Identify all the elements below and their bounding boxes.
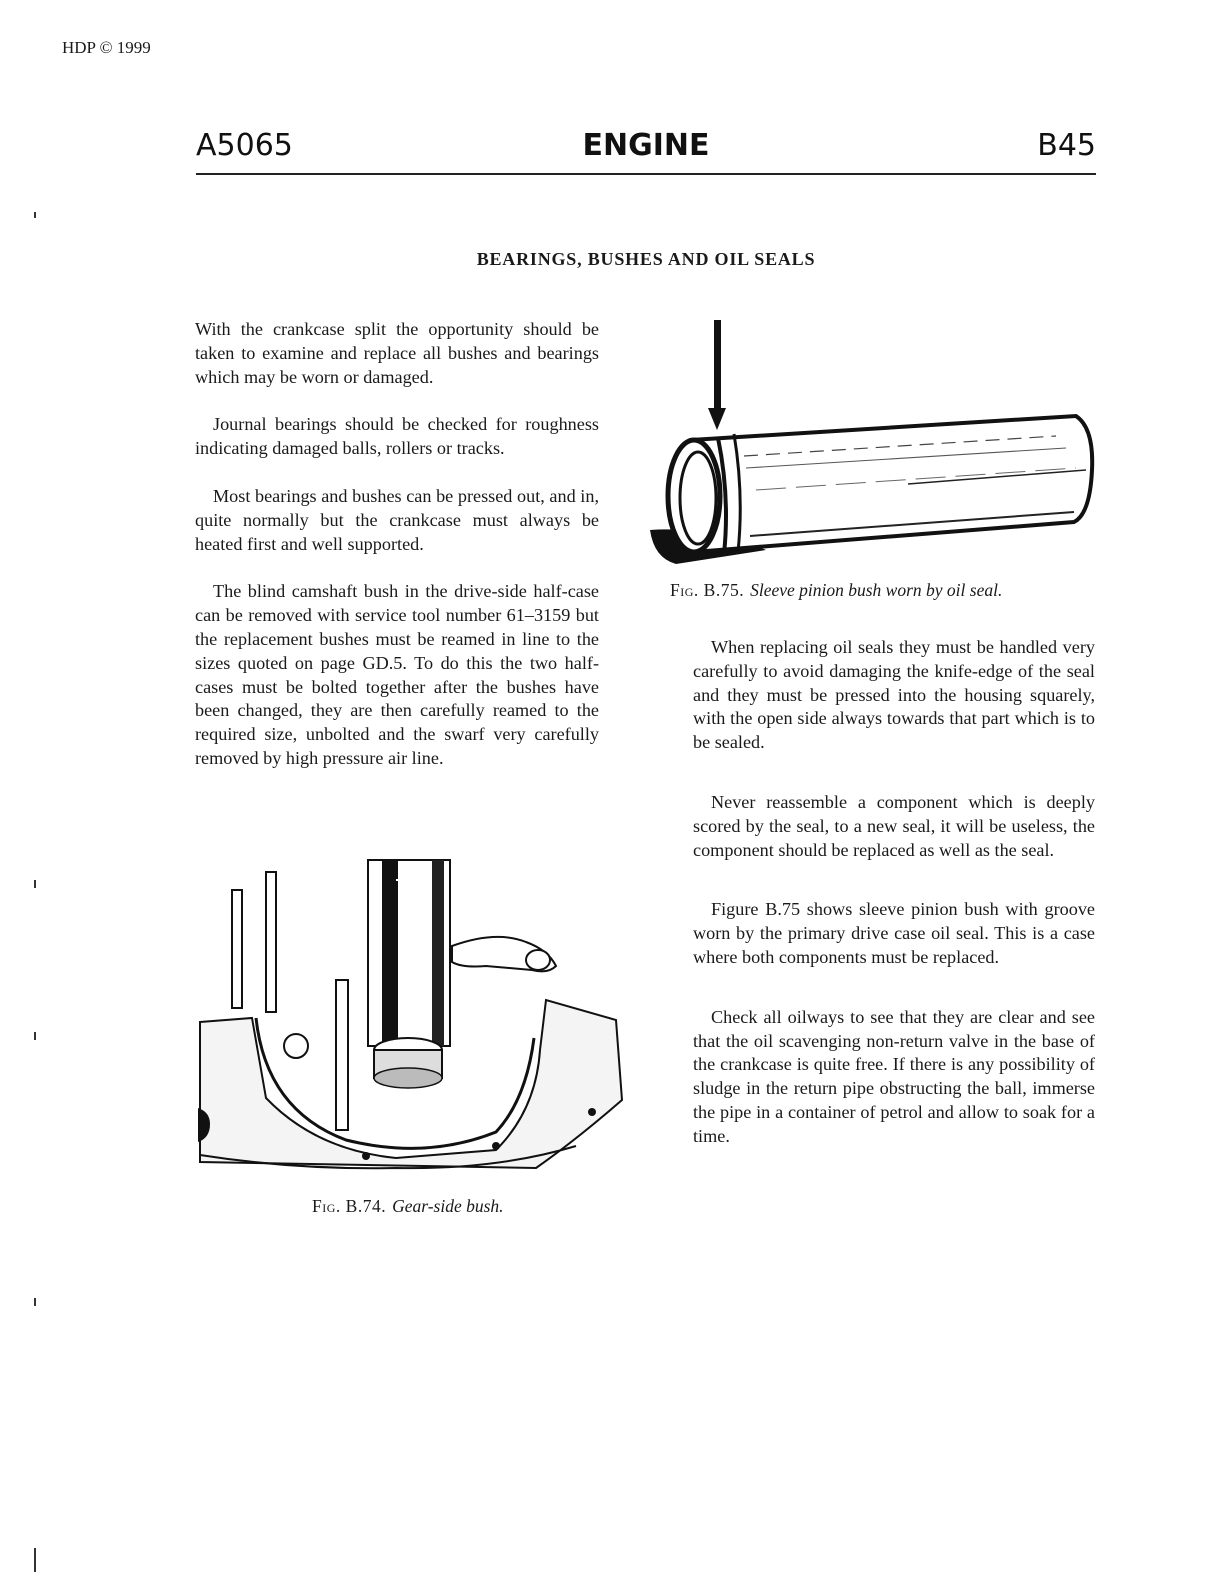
bush-open-end xyxy=(668,440,720,552)
stud xyxy=(232,890,242,1008)
figure-b74-gear-side-bush-illustration xyxy=(196,850,626,1180)
paragraph: Most bearings and bushes can be pressed out, and in, quite normally but the crankcase must always be heated first and well supported. xyxy=(195,485,599,554)
page-title: ENGINE xyxy=(582,128,710,163)
section-heading: BEARINGS, BUSHES AND OIL SEALS xyxy=(476,249,816,269)
figure-b75-caption xyxy=(670,580,1002,601)
left-text-column xyxy=(195,318,599,795)
paragraph: With the crankcase split the opportunity should be taken to examine and replace all bushes and bearings which may be worn or damaged. xyxy=(195,319,599,387)
figure-caption-text: Gear-side bush. xyxy=(392,1196,504,1216)
paragraph: Journal bearings should be checked for roughness indicating damaged balls, rollers or tracks. xyxy=(195,414,599,459)
header-rule xyxy=(196,173,1096,175)
figure-label: Fig. B.75. xyxy=(670,580,745,600)
page-number: B45 xyxy=(1037,128,1096,163)
paragraph: Figure B.75 shows sleeve pinion bush with groove worn by the primary drive case oil seal. This is a case where both components must be replaced. xyxy=(693,899,1095,967)
paragraph: The blind camshaft bush in the drive-side half-case can be removed with service tool number 61–3159 but the replacement bushes must be reamed in line to the sizes quoted on page GD.5. To do this the two half-cases must be bolted together after the bushes have been changed, they are then carefully reamed to the required size, unbolted and the swarf very carefully removed by high pressure air line. xyxy=(195,581,599,768)
figure-caption-text: Sleeve pinion bush worn by oil seal. xyxy=(750,580,1003,600)
figure-b74-caption xyxy=(312,1196,504,1217)
tool-shaft-shading xyxy=(382,860,398,1046)
paragraph: When replacing oil seals they must be handled very carefully to avoid damaging the knife-edge of the seal and they must be pressed into the housing squarely, with the open side always towards that part which is to be sealed. xyxy=(693,637,1095,753)
figure-b75-sleeve-bush-illustration xyxy=(646,318,1096,568)
copyright-notice: HDP © 1999 xyxy=(62,38,151,57)
bush-body xyxy=(691,416,1092,552)
paragraph: Check all oilways to see that they are clear and see that the oil scavenging non-return valve in the base of the crankcase is quite free. If there is any possibility of sludge in the return pipe obstructing the ball, immerse the pipe in a container of petrol and allow to soak for a time. xyxy=(693,1006,1095,1146)
paragraph: Never reassemble a component which is deeply scored by the seal, to a new seal, it will be useless, the component should be replaced as well as the seal. xyxy=(693,791,1095,860)
stud xyxy=(266,872,276,1012)
pointer-arrow-head-icon xyxy=(708,408,726,430)
tool-shaft-shading xyxy=(432,860,444,1046)
margin-mark xyxy=(34,1032,36,1040)
stud xyxy=(336,980,348,1130)
margin-mark xyxy=(34,212,36,218)
figure-label: Fig. B.74. xyxy=(312,1196,387,1216)
right-text-column xyxy=(693,636,1095,1185)
document-code: A5065 xyxy=(196,128,293,163)
thumb xyxy=(526,950,550,970)
margin-mark xyxy=(34,1548,36,1572)
oilway-hole xyxy=(284,1034,308,1058)
margin-mark xyxy=(34,880,36,888)
margin-mark xyxy=(34,1298,36,1306)
pointer-arrow-shaft xyxy=(714,320,721,412)
